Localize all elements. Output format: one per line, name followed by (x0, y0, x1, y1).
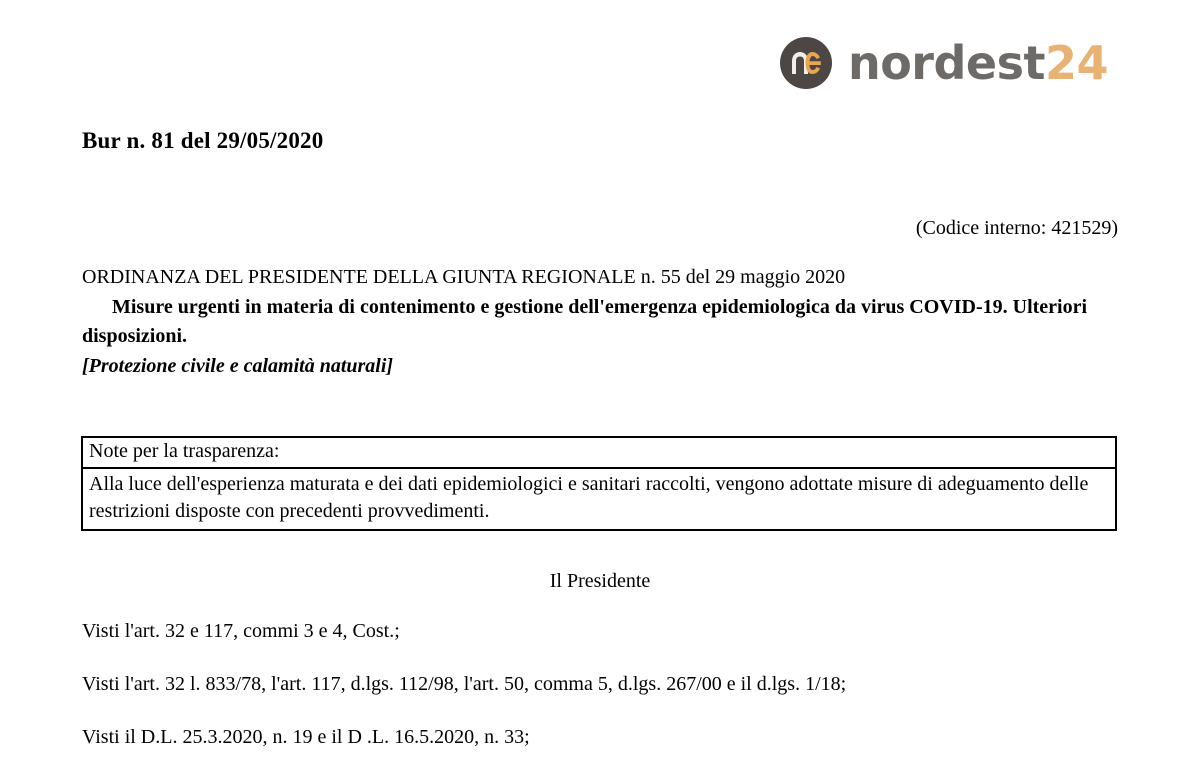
nordest24-circle-logo-icon (780, 37, 832, 89)
ordinance-category: [Protezione civile e calamità naturali] (82, 355, 394, 378)
internal-code: (Codice interno: 421529) (915, 217, 1118, 239)
transparency-note-heading: Note per la trasparenza: (83, 438, 1115, 469)
ordinance-subject: Misure urgenti in materia di contenimento e gestione dell'emergenza epidemiologica da virus COVID-19. Ulteriori disposizioni. (82, 296, 1088, 347)
wordmark-primary: nordest (847, 36, 1045, 90)
signatory-label: Il Presidente (549, 570, 651, 592)
wordmark-accent: 24 (1044, 36, 1108, 90)
preamble-item: Visti l'art. 32 l. 833/78, l'art. 117, d.lgs. 112/98, l'art. 50, comma 5, d.lgs. 267/00 e il d.lgs. 1/18; (82, 673, 847, 695)
bulletin-title: Bur n. 81 del 29/05/2020 (82, 128, 324, 154)
preamble-item: Visti il D.L. 25.3.2020, n. 19 e il D .L. 16.5.2020, n. 33; (82, 726, 530, 748)
ordinance-heading: ORDINANZA DEL PRESIDENTE DELLA GIUNTA REGIONALE n. 55 del 29 maggio 2020 (82, 266, 846, 288)
preamble-list (82, 618, 1118, 777)
nordest24-wordmark (847, 36, 1108, 90)
preamble-item: Visti l'art. 32 e 117, commi 3 e 4, Cost.; (82, 620, 400, 642)
site-masthead (780, 32, 1108, 94)
transparency-note-box (81, 436, 1117, 531)
transparency-note-body: Alla luce dell'esperienza maturata e dei dati epidemiologici e sanitari raccolti, vengono adottate misure di adeguamento delle restrizioni disposte con precedenti provvedimenti. (89, 472, 1089, 523)
ordinance-header-block (82, 263, 1118, 381)
